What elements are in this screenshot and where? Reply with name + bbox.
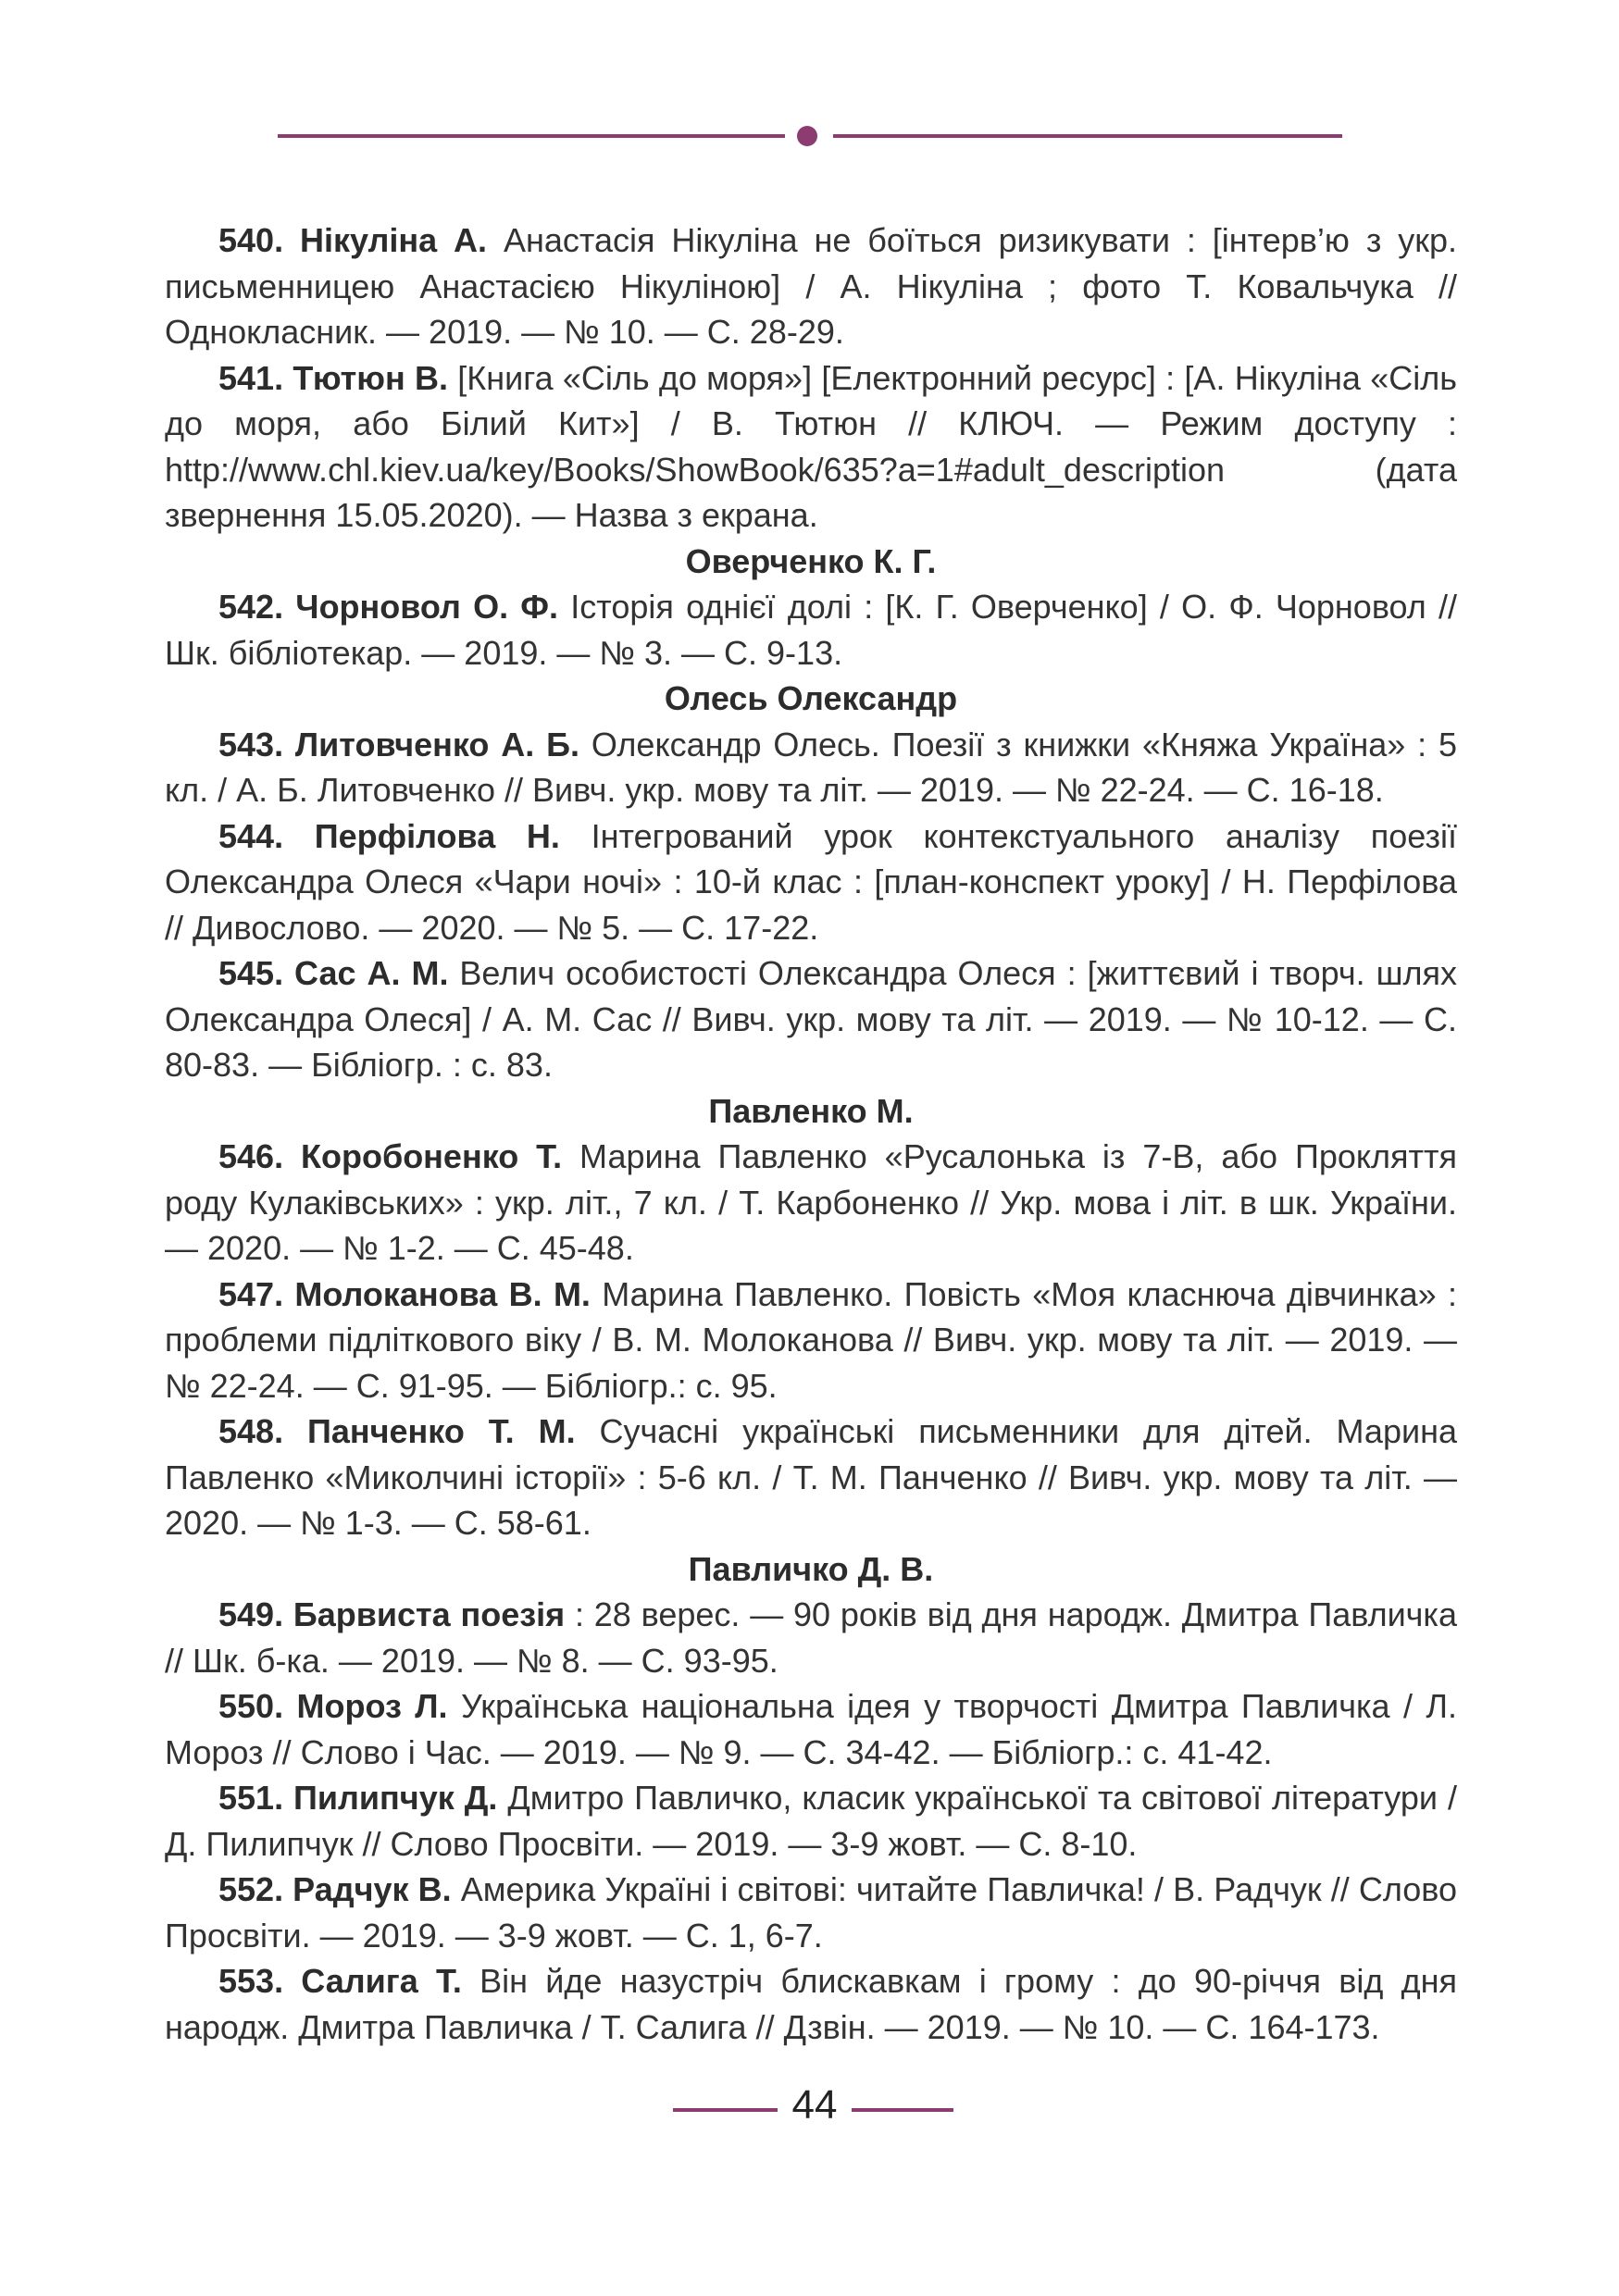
entry-author: 546. Коробоненко Т. (218, 1137, 563, 1175)
entry-text: Марина Павленко. Повість «Моя класнюча дівчинка» : проблеми підліткового віку / В. М. Молоканова // Вивч. укр. мову та літ. — 2019. — № 22-24. — С. 91-95. — Бібліогр.: с. 95. (165, 1274, 1457, 1405)
bibliography-entry (165, 1592, 1457, 1683)
entry-author: 542. Чорновол О. Ф. (218, 588, 559, 626)
entry-text: Велич особистості Олександра Олеся : [життєвий і творч. шлях Олександра Олеся] / А. М. Сас // Вивч. укр. мову та літ. — 2019. — № 10-12. — С. 80-83. — Бібліогр. : с. 83. (165, 954, 1457, 1084)
bibliography-entry (165, 950, 1457, 1088)
ornament-line-right (833, 134, 1342, 138)
entry-text: Марина Павленко «Русалонька із 7-В, або Прокляття роду Кулаківських» : укр. літ., 7 кл. / Т. Карбоненко // Укр. мова і літ. в шк. України. — 2020. — № 1-2. — С. 45-48. (165, 1137, 1457, 1267)
entry-author: 549. Барвиста поезія (218, 1595, 566, 1633)
bibliography-entry (165, 1683, 1457, 1775)
bibliography-list (165, 217, 1457, 2050)
page-footer (0, 2080, 1619, 2136)
entry-text: Історія однієї долі : [К. Г. Оверченко] / О. Ф. Чорновол // Шк. бібліотекар. — 2019. — № 3. — С. 9-13. (165, 588, 1457, 672)
top-ornament (278, 122, 1342, 150)
entry-author: 541. Тютюн В. (218, 358, 449, 397)
entry-text: Олександр Олесь. Поезії з книжки «Княжа Україна» : 5 кл. / А. Б. Литовченко // Вивч. укр. мову та літ. — 2019. — № 22-24. — С. 16-18. (165, 725, 1457, 809)
bibliography-entry (165, 1775, 1457, 1867)
section-heading: Олесь Олександр (664, 679, 958, 717)
entry-author: 547. Молоканова В. М. (218, 1274, 591, 1313)
bibliography-entry (165, 1134, 1457, 1272)
entry-author: 540. Нікуліна А. (218, 221, 488, 259)
bibliography-entry (165, 1272, 1457, 1409)
entry-text: Він йде назустріч блискавкам і грому : до 90-річчя від дня народж. Дмитра Павличка / Т. Салига // Дзвін. — 2019. — № 10. — С. 164-173. (165, 1962, 1457, 2046)
entry-text: [Книга «Сіль до моря»] [Електронний ресурс] : [А. Нікуліна «Сіль до моря, або Білий Кит»] / В. Тютюн // КЛЮЧ. — Режим доступу : http://www.chl.kiev.ua/key/Books/ShowBook/635?a=1#adult_description (дата звернення 15.05.2020). — Назва з екрана. (165, 358, 1457, 534)
entry-text: Анастасія Нікуліна не боїться ризикувати : [інтерв’ю з укр. письменницею Анастасією Нікуліною] / А. Нікуліна ; фото Т. Ковальчука // Однокласник. — 2019. — № 10. — С. 28-29. (165, 221, 1457, 351)
bibliography-entry (165, 813, 1457, 951)
bibliography-entry (165, 355, 1457, 539)
entry-text: Америка Україні і світові: читайте Павличка! / В. Радчук // Слово Просвіти. — 2019. — 3-9 жовт. — С. 1, 6-7. (165, 1870, 1458, 1955)
page-number: 44 (791, 2082, 838, 2128)
bibliography-entry (165, 722, 1457, 813)
ornament-dot (797, 126, 817, 146)
entry-author: 544. Перфілова Н. (218, 816, 560, 855)
bibliography-entry (165, 217, 1457, 355)
entry-author: 545. Сас А. М. (218, 954, 449, 992)
footer-line-left (673, 2108, 778, 2112)
entry-author: 548. Панченко Т. М. (218, 1412, 576, 1450)
bibliography-entry (165, 1867, 1457, 1958)
bibliography-entry (165, 1409, 1457, 1546)
bibliography-entry (165, 1958, 1457, 2050)
entry-text: Інтегрований урок контекстуального аналізу поезії Олександра Олеся «Чари ночі» : 10-й клас : [план-конспект уроку] / Н. Перфілова // Дивослово. — 2020. — № 5. — С. 17-22. (165, 816, 1457, 947)
entry-author: 550. Мороз Л. (218, 1687, 448, 1725)
entry-author: 543. Литовченко А. Б. (218, 725, 579, 763)
bibliography-entry (165, 584, 1457, 676)
section-heading: Павличко Д. В. (688, 1549, 934, 1588)
entry-author: 553. Салига Т. (218, 1962, 462, 2000)
entry-text: : 28 верес. — 90 років від дня народж. Дмитра Павличка // Шк. б-ка. — 2019. — № 8. — С. 93-95. (165, 1595, 1457, 1680)
section-heading: Павленко М. (708, 1091, 914, 1130)
section-heading: Оверченко К. Г. (685, 541, 937, 580)
entry-text: Дмитро Павличко, класик української та світової літератури / Д. Пилипчук // Слово Просвіти. — 2019. — 3-9 жовт. — С. 8-10. (165, 1779, 1457, 1863)
entry-author: 552. Радчук В. (218, 1870, 452, 1908)
ornament-line-left (278, 134, 785, 138)
footer-line-right (852, 2108, 953, 2112)
entry-text: Українська національна ідея у творчості Дмитра Павличка / Л. Мороз // Слово і Час. — 2019. — № 9. — С. 34-42. — Бібліогр.: с. 41-42. (165, 1687, 1457, 1771)
entry-author: 551. Пилипчук Д. (218, 1779, 498, 1817)
entry-text: Сучасні українські письменники для дітей. Марина Павленко «Миколчині історії» : 5-6 кл. / Т. М. Панченко // Вивч. укр. мову та літ. — 2020. — № 1-3. — С. 58-61. (165, 1412, 1457, 1542)
